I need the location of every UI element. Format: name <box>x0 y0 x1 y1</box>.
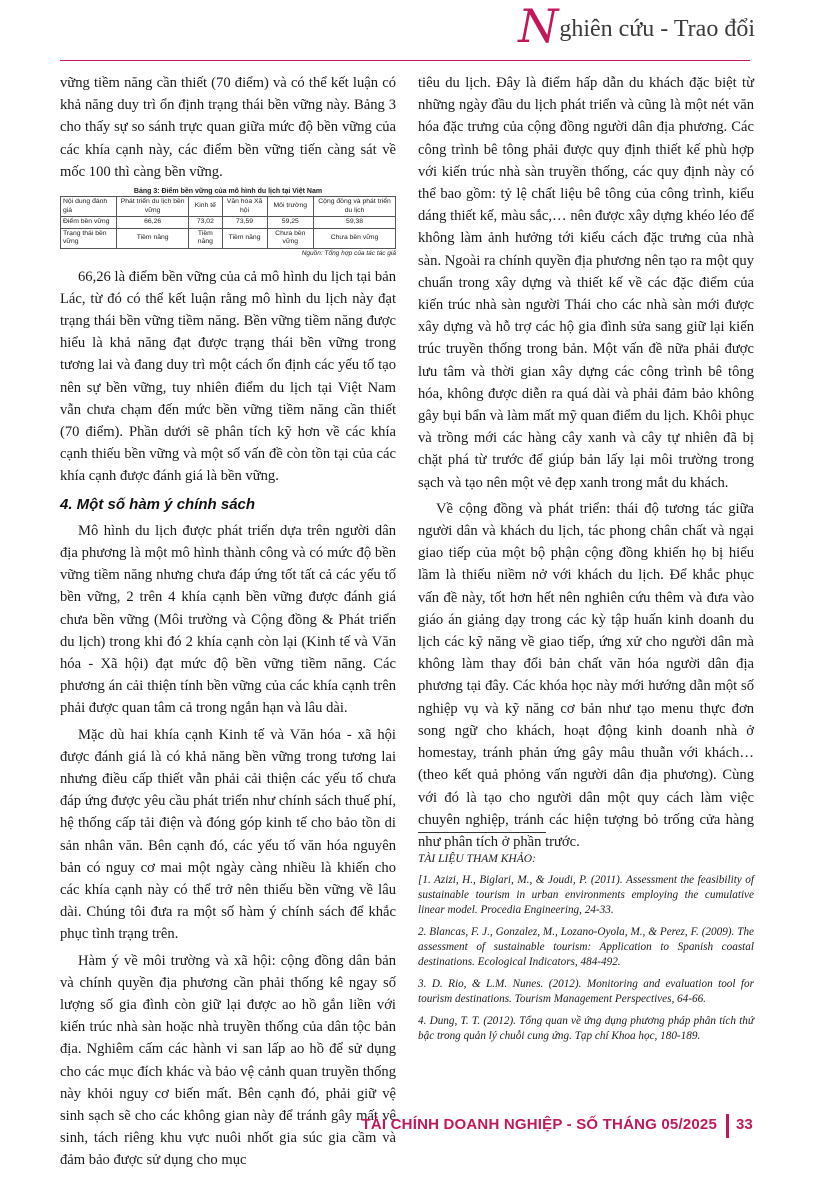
paragraph: Mô hình du lịch được phát triển dựa trên người dân địa phương là một mô hình thành công và có mức độ bền vững tiềm năng nhưng chưa đáp ứng tốt tất cả các yếu tố bền vững, 2 trên 4 khía cạnh bền vững được đánh giá chưa bền vững (Môi trường và Cộng đồng & Phát triển du lịch) trong khi đó 2 khía cạnh còn lại (Kinh tế và Văn hóa - Xã hội) đạt mức độ bền vững tiềm năng. Các phương án cải thiện tính bền vững của các khía cạnh trên phải được quan tâm cả trong ngắn hạn và lâu dài. <box>60 522 396 717</box>
table-cell: 73,59 <box>222 217 267 229</box>
table-cell: Chưa bền vững <box>267 228 314 248</box>
table-caption: Bảng 3: Điểm bền vững của mô hình du lịch tại Việt Nam <box>133 188 323 196</box>
table-cell: Trạng thái bền vững <box>61 228 117 248</box>
table-figure <box>60 187 396 258</box>
page-number: 33 <box>736 1116 753 1133</box>
footer-divider <box>726 1114 729 1138</box>
section-title-initial: N <box>518 0 559 53</box>
table-cell: Tiềm năng <box>117 228 189 248</box>
paragraph: 66,26 là điểm bền vững của cả mô hình du lịch tại bản Lác, từ đó có thể kết luận rằng mô hình du lịch này đạt trạng thái bền vững tiềm năng. Bền vững tiềm năng được hiểu là khả năng đạt được trạng thái bền vững trong tương lai và đang duy trì một cách ổn định các yếu tố tạo nên sự bền vững, tuy nhiên điểm du lịch tại Việt Nam vẫn chưa chạm đến mức bền vững tiềm năng cần thiết (70 điểm). Phần dưới sẽ phân tích kỹ hơn về các khía cạnh thiếu bền vững và một số vấn đề còn tồn tại của các khía cạnh được đánh giá là bền vững. <box>60 268 396 485</box>
header-rule <box>60 60 750 61</box>
reference-item: 3. D. Rio, & L.M. Nunes. (2012). Monitoring and evaluation tool for tourism destinations. Tourism Management Perspectives, 64-66. <box>418 978 754 1005</box>
paragraph: Mặc dù hai khía cạnh Kinh tế và Văn hóa - xã hội được đánh giá là có khả năng bền vững trong tương lai nhưng điều cấp thiết vẫn phải cải thiện các yếu tố chưa đáp ứng được yêu cầu phát triển như chính sách thuế phí, hệ thống cấp tải điện và đóng góp kinh tế cho bảo tồn di sản nhân văn. Bên cạnh đó, các yếu tố văn hóa nguyên bản có nguy cơ mai một ngày càng nhiều là khiến cho các khía cạnh này có thể trở nên thiếu bền vững về lâu dài. Chúng tôi đưa ra một số hàm ý chính sách để khắc phục tình trạng trên. <box>60 726 396 943</box>
table-source: Nguồn: Tổng hợp của tác tác giả <box>301 249 396 257</box>
left-column <box>60 72 396 1176</box>
table-header-cell: Văn hóa Xã hội <box>222 197 267 217</box>
table-row <box>61 228 396 248</box>
section-heading: 4. Một số hàm ý chính sách <box>60 495 256 513</box>
table-header-row <box>61 197 396 217</box>
references-rule <box>418 832 546 833</box>
table-cell: 59,38 <box>314 217 396 229</box>
table-cell: Điểm bền vững <box>61 217 117 229</box>
table-row <box>61 217 396 229</box>
sustainability-table <box>60 196 396 249</box>
reference-item: 2. Blancas, F. J., Gonzalez, M., Lozano-Oyola, M., & Perez, F. (2009). The assessment of sustainable tourism: Application to Spanish coastal destinations. Ecological Indicators, 484-492. <box>418 926 754 968</box>
section-title-rest: ghiên cứu - Trao đổi <box>559 16 755 42</box>
table-cell: 73,02 <box>189 217 223 229</box>
right-column <box>418 72 754 857</box>
paragraph: Về cộng đồng và phát triển: thái độ tương tác giữa người dân và khách du lịch, tác phong chân chất và ngại giao tiếp của một bộ phận cộng đồng khiến họ bị hiểu lầm là thiếu niềm nở với khách du lịch. Để khắc phục vấn đề này, tốt hơn hết nên nghiên cứu thêm và đưa vào giáo án giảng dạy trong các kỳ tập huấn kinh doanh du lịch các kỹ năng về giao tiếp, ứng xử cho người dân mà không làm thay đổi bản chất văn hóa người dân địa phương tại đây. Các khóa học này mới hướng dẫn một số nghiệp vụ và kỹ năng cơ bản như tạo menu thực đơn song ngữ cho khách, hoạt động kinh doanh nhà ở homestay, tránh phản ứng gây mâu thuẫn với khách… (theo kết quả phỏng vấn người dân địa phương). Cùng với đó là tạo cho người dân một quy cách làm việc chuyên nghiệp, tránh các hiện tượng bỏ trống cửa hàng như phân tích ở phần trước. <box>418 500 754 850</box>
paragraph: vững tiềm năng cần thiết (70 điểm) và có thể kết luận có khả năng duy trì ổn định trạng thái bền vững này. Bảng 3 cho thấy sự so sánh trực quan giữa mức độ bền vững của các khía cạnh này, các điểm bền vững tiến càng sát về mốc 100 thì càng bền vững. <box>60 75 396 180</box>
table-header-cell: Cộng đồng và phát triển du lịch <box>314 197 396 217</box>
reference-item: [1. Azizi, H., Biglari, M., & Joudi, P. (2011). Assessment the feasibility of sustainable tourism in urban environments employing the cumulative linear model. Procedia Engineering, 24-33. <box>418 874 754 916</box>
table-header-cell: Kinh tế <box>189 197 223 217</box>
reference-item: 4. Dung, T. T. (2012). Tổng quan về ứng dụng phương pháp phân tích thứ bậc trong quản lý chuỗi cung ứng. Tạp chí Khoa học, 180-189. <box>418 1015 754 1042</box>
references <box>418 852 754 1051</box>
table-header-cell: Môi trường <box>267 197 314 217</box>
section-title <box>518 0 755 53</box>
table-cell: Tiềm năng <box>222 228 267 248</box>
journal-name: TÀI CHÍNH DOANH NGHIỆP - SỐ THÁNG 05/2025 <box>361 1116 717 1133</box>
table-cell: Tiềm năng <box>189 228 223 248</box>
page-header <box>0 0 815 56</box>
table-cell: 66,26 <box>117 217 189 229</box>
page-footer <box>0 1112 815 1142</box>
paragraph: Hàm ý về môi trường và xã hội: cộng đồng dân bản và chính quyền địa phương cần phải thống kê ngay số lượng số gia đình còn giữ lại được ao hồ gắn liền với kiến trúc nhà sàn hoặc nhà truyền thống của dân tộc bản địa. Nghiêm cấm các hành vi san lấp ao hồ để sử dụng cho các mục đích khác và bảo vệ cảnh quan truyền thống này khỏi nguy cơ biến mất. Bên cạnh đó, phải giữ vệ sinh sạch sẽ cho các không gian này để tránh gây mất vệ sinh, tách riêng khu vực nuôi nhốt gia súc gia cầm và đảm bảo được sử dụng cho mục <box>60 952 396 1169</box>
table-cell: Chưa bền vững <box>314 228 396 248</box>
table-header-cell: Phát triển du lịch bền vững <box>117 197 189 217</box>
paragraph: tiêu du lịch. Đây là điểm hấp dẫn du khách đặc biệt từ những ngày đầu du lịch phát triển và cũng là một nét văn hóa đặc trưng của cộng đồng người dân địa phương. Các công trình bê tông phải được quy định thiết kế phù hợp với kiến trúc nhà sàn truyền thống, các quy định này có thể bao gồm: tỷ lệ chất liệu bê tông của công trình, kiểu dáng thiết kế, màu sắc,… nên được xây dựng khéo léo để không làm ảnh hưởng tới kiểu cách đặc trưng của nhà sàn. Ngoài ra chính quyền địa phương nên tạo ra một quy chuẩn trong xây dựng và thiết kế về các đặc điểm của kiến trúc nhà sàn người Thái cho các nhà sàn mới được xây dựng và hỗ trợ các hộ gia đình sửa sang giữ lại kiến trúc truyền thống trong bản. Một vấn đề nữa phải được lưu tâm và thời gian xây dựng các công trình bê tông hóa, không được diễn ra quá dài và phải đảm bảo không gây bụi bẩn và làm mất mỹ quan điểm du lịch. Khôi phục và trồng mới các hàng cây xanh và cây tự nhiên đã bị chặt phá từ trước để giúp bản lấy lại môi trường trong sạch và tạo nên một vẻ đẹp xanh trong mắt du khách. <box>418 75 754 491</box>
references-title: TÀI LIỆU THAM KHẢO: <box>418 853 536 865</box>
table-cell: 59,25 <box>267 217 314 229</box>
table-header-cell: Nội dung đánh giá <box>61 197 117 217</box>
